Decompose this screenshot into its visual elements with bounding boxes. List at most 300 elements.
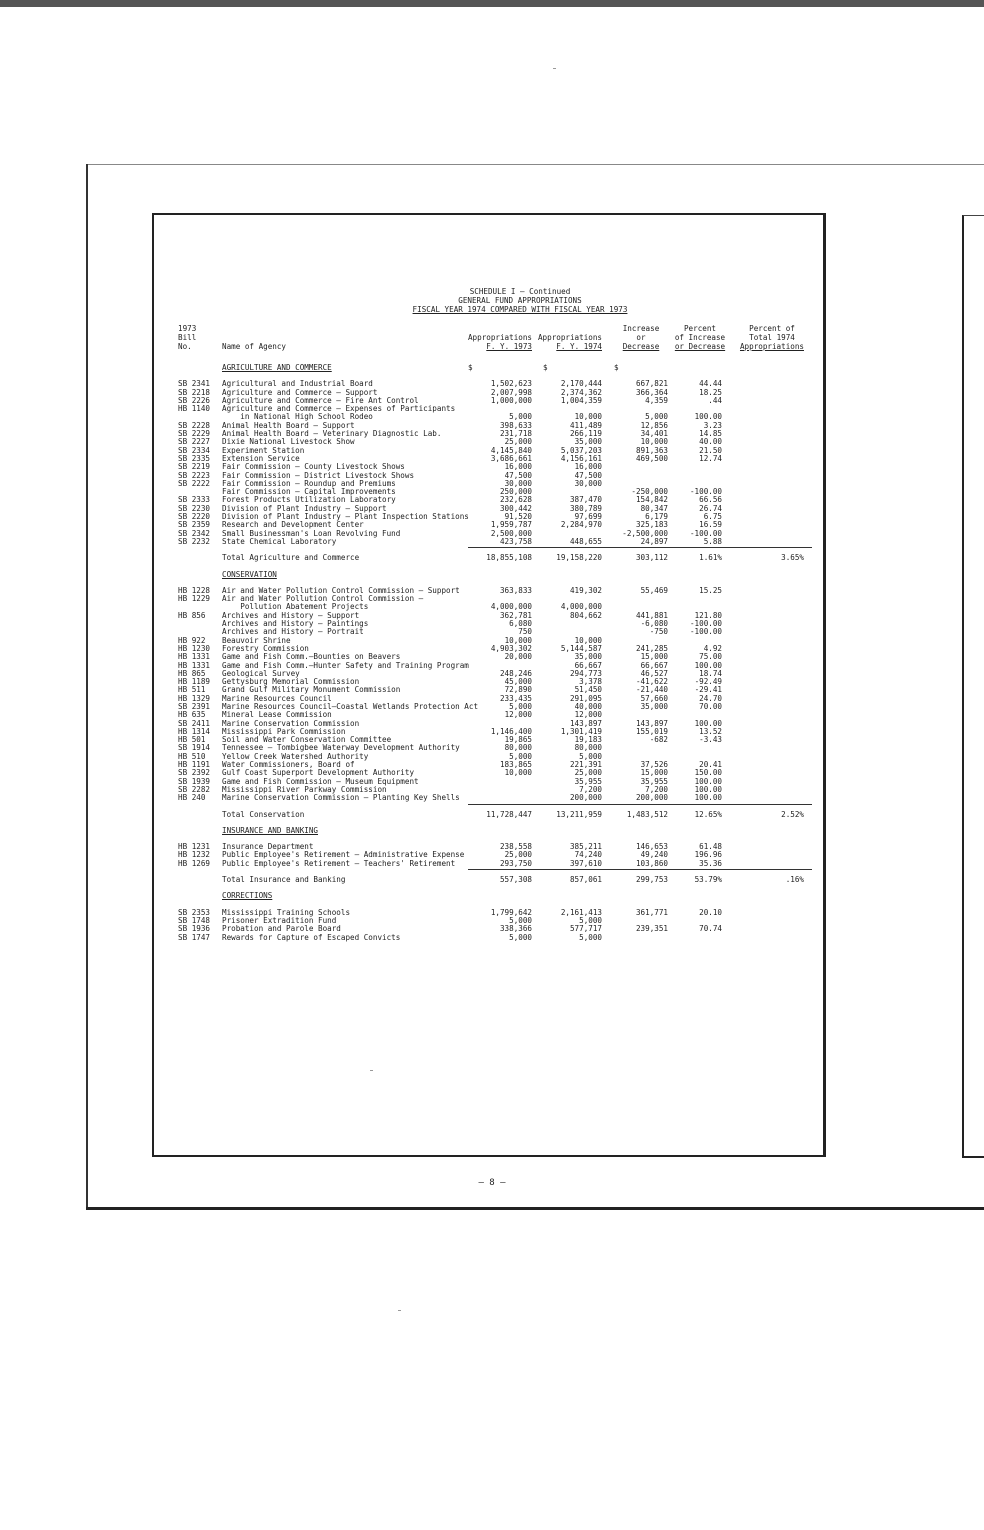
percent-change: 100.00 (694, 784, 722, 794)
bill-number: SB 2222 (178, 478, 211, 488)
total-rule (178, 546, 814, 549)
appropriation-1973: 45,000 (504, 677, 532, 687)
bill-number: SB 2392 (178, 768, 211, 778)
header-bill-number (178, 324, 196, 351)
percent-change: 4.92 (703, 643, 722, 653)
appropriation-1974: 419,302 (569, 585, 602, 595)
percent-change: .44 (708, 395, 722, 405)
page-number: — 8 — (478, 1178, 506, 1188)
increase-decrease: 10,000 (640, 437, 668, 447)
agency-name: Grand Gulf Military Monument Commission (222, 685, 401, 695)
table-row (178, 794, 814, 802)
bill-number: HB 1331 (178, 652, 211, 662)
increase-decrease: 891,363 (635, 445, 668, 455)
section-title-text: CONSERVATION (222, 569, 277, 579)
bill-number: SB 2335 (178, 453, 211, 463)
appropriation-1974: 221,391 (569, 760, 602, 770)
appropriation-1974: 10,000 (574, 412, 602, 422)
increase-decrease: 200,000 (635, 793, 668, 803)
bill-number: HB 922 (178, 635, 206, 645)
agency-name: Archives and History — Paintings (222, 619, 369, 629)
agency-name: Geological Survey (222, 668, 300, 678)
percent-change: 100.00 (694, 660, 722, 670)
appropriation-1974: 5,037,203 (560, 445, 602, 455)
header-percent-of-total (734, 324, 810, 351)
increase-decrease: 46,527 (640, 668, 668, 678)
bill-number: HB 635 (178, 710, 206, 720)
appropriation-1973: 4,000,000 (490, 602, 532, 612)
appropriation-1974: 74,240 (574, 850, 602, 860)
total-rule (178, 868, 814, 871)
increase-decrease: 361,771 (635, 907, 668, 917)
appropriation-1974: 7,200 (579, 784, 602, 794)
increase-decrease: 15,000 (640, 768, 668, 778)
percent-change: 3.23 (703, 420, 722, 430)
table-row (178, 934, 814, 942)
appropriation-1974: 804,662 (569, 610, 602, 620)
appropriation-1974: 2,161,413 (560, 907, 602, 917)
header-pct-line2: of Increase (674, 333, 726, 342)
appropriation-1973: 5,000 (509, 751, 532, 761)
header-percent-change (672, 324, 728, 351)
percent-change: 121.80 (694, 610, 722, 620)
percent-change: 13.52 (699, 726, 722, 736)
table-row (178, 538, 814, 546)
increase-decrease: -6,080 (640, 619, 668, 629)
bill-number: HB 240 (178, 793, 206, 803)
percent-change: 20.41 (699, 760, 722, 770)
schedule-title: SCHEDULE I — Continued (469, 287, 571, 296)
schedule-subtitle: GENERAL FUND APPROPRIATIONS (458, 296, 582, 305)
agency-name: Agriculture and Commerce — Support (222, 387, 378, 397)
appropriation-1973: 183,865 (499, 760, 532, 770)
bill-number: SB 2232 (178, 536, 211, 546)
percent-change: 61.48 (699, 842, 722, 852)
agency-name: Forestry Commission (222, 643, 309, 653)
agency-name: Marine Conservation Commission — Planting Key Shells (222, 793, 460, 803)
agency-name: Game and Fish Comm.—Bounties on Beavers (222, 652, 401, 662)
bill-number: SB 2220 (178, 512, 211, 522)
appropriation-1973: 2,007,998 (490, 387, 532, 397)
appropriation-1974: 30,000 (574, 478, 602, 488)
scan-speck (553, 68, 556, 69)
appropriation-1974: 3,378 (579, 677, 602, 687)
agency-name: Division of Plant Industry — Support (222, 503, 387, 513)
percent-change: 150.00 (694, 768, 722, 778)
percent-change: 66.56 (699, 495, 722, 505)
total-increase-decrease: 303,112 (635, 553, 668, 563)
section-title-text: CORRECTIONS (222, 891, 273, 901)
agency-name: Forest Products Utilization Laboratory (222, 495, 396, 505)
agency-name: Fair Commission — Roundup and Premiums (222, 478, 396, 488)
percent-change: 6.75 (703, 512, 722, 522)
percent-change: 20.10 (699, 907, 722, 917)
increase-decrease: 103,860 (635, 858, 668, 868)
agency-name: Extension Service (222, 453, 300, 463)
increase-decrease: -750 (649, 627, 668, 637)
appropriation-1973: 5,000 (509, 915, 532, 925)
appropriation-1973: 2,500,000 (490, 528, 532, 538)
bill-number: HB 501 (178, 735, 206, 745)
increase-decrease: 12,856 (640, 420, 668, 430)
section-title (178, 364, 814, 372)
appropriations-schedule (178, 287, 814, 942)
appropriation-1974: 1,301,419 (560, 726, 602, 736)
increase-decrease: 4,359 (645, 395, 668, 405)
appropriation-1973: 1,959,787 (490, 520, 532, 530)
total-rule-line (468, 804, 812, 805)
agency-name: Marine Resources Council (222, 693, 332, 703)
agency-name: Mineral Lease Commission (222, 710, 332, 720)
appropriation-1974: 40,000 (574, 701, 602, 711)
appropriation-1973: 363,833 (499, 585, 532, 595)
percent-change: 196.96 (694, 850, 722, 860)
increase-decrease: 55,469 (640, 585, 668, 595)
header-inc-line1: Increase (622, 324, 660, 333)
header-a73-line1: Appropriations (467, 333, 532, 342)
appropriation-1973: 250,000 (499, 487, 532, 497)
bill-number: SB 2359 (178, 520, 211, 530)
appropriation-1974: 266,119 (569, 429, 602, 439)
percent-change: 21.50 (699, 445, 722, 455)
percent-change: 24.70 (699, 693, 722, 703)
increase-decrease: 66,667 (640, 660, 668, 670)
agency-name: Agriculture and Commerce — Fire Ant Control (222, 395, 419, 405)
agency-name: Tennessee — Tombigbee Waterway Development Authority (222, 743, 460, 753)
appropriation-1974: 385,211 (569, 842, 602, 852)
appropriation-1974: 51,450 (574, 685, 602, 695)
appropriation-1973: 1,146,400 (490, 726, 532, 736)
appropriation-1974: 16,000 (574, 462, 602, 472)
appropriation-1974: 2,284,970 (560, 520, 602, 530)
appropriation-1973: 1,799,642 (490, 907, 532, 917)
total-appropriation-1974: 857,061 (569, 875, 602, 885)
agency-name: Soil and Water Conservation Committee (222, 735, 392, 745)
bill-number: HB 1329 (178, 693, 211, 703)
percent-change: 15.25 (699, 585, 722, 595)
increase-decrease: 5,000 (645, 412, 668, 422)
total-increase-decrease: 299,753 (635, 875, 668, 885)
agency-name: Air and Water Pollution Control Commission — (222, 594, 424, 604)
appropriation-1974: 5,000 (579, 932, 602, 942)
appropriation-1973: 398,633 (499, 420, 532, 430)
appropriation-1973: 231,718 (499, 429, 532, 439)
agency-name: Public Employee's Retirement — Teachers' Retirement (222, 858, 456, 868)
outer-page-edge-bottom (86, 1207, 984, 1210)
bill-number: SB 2341 (178, 379, 211, 389)
appropriation-1974: 10,000 (574, 635, 602, 645)
agency-name: Game and Fish Comm.—Hunter Safety and Training Program (222, 660, 469, 670)
percent-change: 40.00 (699, 437, 722, 447)
appropriation-1973: 3,686,661 (490, 453, 532, 463)
percent-change: -100.00 (689, 619, 722, 629)
total-percent-change: 1.61% (699, 553, 722, 563)
appropriation-1973: 750 (518, 627, 532, 637)
appropriation-1973: 91,520 (504, 512, 532, 522)
percent-change: 35.36 (699, 858, 722, 868)
increase-decrease: -2,500,000 (622, 528, 668, 538)
appropriation-1973: 1,502,623 (490, 379, 532, 389)
percent-change: 14.85 (699, 429, 722, 439)
agency-name: State Chemical Laboratory (222, 536, 337, 546)
table-body (178, 364, 814, 942)
increase-decrease: 37,526 (640, 760, 668, 770)
appropriation-1973: 25,000 (504, 437, 532, 447)
header-a74-line2: F. Y. 1974 (556, 342, 602, 351)
total-percent-of-total: 3.65% (781, 553, 804, 563)
outer-page-edge-top (86, 164, 984, 165)
percent-change: 5.88 (703, 536, 722, 546)
agency-name: Fair Commission — District Livestock Shows (222, 470, 415, 480)
bill-number: SB 2230 (178, 503, 211, 513)
appropriation-1974: 35,000 (574, 437, 602, 447)
increase-decrease: 146,653 (635, 842, 668, 852)
increase-decrease: 441,881 (635, 610, 668, 620)
percent-change: 44.44 (699, 379, 722, 389)
agency-name: Small Businessman's Loan Revolving Fund (222, 528, 401, 538)
appropriation-1973: 362,781 (499, 610, 532, 620)
percent-change: 75.00 (699, 652, 722, 662)
percent-change: -29.41 (694, 685, 722, 695)
increase-decrease: 366,364 (635, 387, 668, 397)
appropriation-1973: 5,000 (509, 412, 532, 422)
agency-name: in National High School Rodeo (222, 412, 373, 422)
currency-a74: $ (543, 363, 548, 372)
outer-page-edge-left (86, 164, 88, 1209)
appropriation-1974: 5,000 (579, 751, 602, 761)
appropriation-1973: 10,000 (504, 635, 532, 645)
total-row (178, 811, 814, 819)
bill-number: SB 1936 (178, 924, 211, 934)
agency-name: Game and Fish Commission — Museum Equipment (222, 776, 419, 786)
appropriation-1974: 5,000 (579, 915, 602, 925)
percent-change: 12.74 (699, 453, 722, 463)
appropriation-1974: 47,500 (574, 470, 602, 480)
schedule-titles (226, 287, 814, 314)
bill-number: SB 1747 (178, 932, 211, 942)
appropriation-1974: 5,144,587 (560, 643, 602, 653)
appropriation-1973: 6,080 (509, 619, 532, 629)
increase-decrease: -21,440 (635, 685, 668, 695)
bill-number: HB 856 (178, 610, 206, 620)
percent-change: 100.00 (694, 776, 722, 786)
agency-name: Marine Resources Council—Coastal Wetlands Protection Act (222, 701, 479, 711)
agency-name: Archives and History — Support (222, 610, 360, 620)
appropriation-1974: 12,000 (574, 710, 602, 720)
total-percent-change: 12.65% (694, 809, 722, 819)
header-bill-line2: Bill (178, 333, 197, 342)
appropriation-1974: 35,955 (574, 776, 602, 786)
currency-inc: $ (614, 363, 619, 372)
bill-number: SB 2228 (178, 420, 211, 430)
agency-name: Mississippi Training Schools (222, 907, 351, 917)
bill-number: HB 1191 (178, 760, 211, 770)
agency-name: Water Commissioners, Board of (222, 760, 355, 770)
increase-decrease: 667,821 (635, 379, 668, 389)
total-label: Total Conservation (222, 809, 305, 819)
agency-name: Public Employee's Retirement — Administrative Expense (222, 850, 465, 860)
bill-number: SB 2229 (178, 429, 211, 439)
bill-number: HB 1140 (178, 404, 211, 414)
header-a73-line2: F. Y. 1973 (486, 342, 532, 351)
header-inc-line3: Decrease (622, 342, 660, 351)
agency-name: Animal Health Board — Veterinary Diagnostic Lab. (222, 429, 442, 439)
increase-decrease: 143,897 (635, 718, 668, 728)
appropriation-1974: 291,095 (569, 693, 602, 703)
agency-name: Archives and History — Portrait (222, 627, 364, 637)
percent-change: 70.74 (699, 924, 722, 934)
appropriation-1973: 300,442 (499, 503, 532, 513)
total-percent-of-total: .16% (785, 875, 804, 885)
increase-decrease: 35,000 (640, 701, 668, 711)
bill-number: HB 511 (178, 685, 206, 695)
increase-decrease: 34,401 (640, 429, 668, 439)
agency-name: Experiment Station (222, 445, 305, 455)
total-percent-change: 53.79% (694, 875, 722, 885)
appropriation-1974: 397,610 (569, 858, 602, 868)
appropriation-1974: 35,000 (574, 652, 602, 662)
agency-name: Fair Commission — County Livestock Shows (222, 462, 405, 472)
bill-number: SB 1914 (178, 743, 211, 753)
bill-number: SB 2282 (178, 784, 211, 794)
section-title (178, 827, 814, 835)
appropriation-1974: 4,000,000 (560, 602, 602, 612)
appropriation-1973: 80,000 (504, 743, 532, 753)
increase-decrease: -41,622 (635, 677, 668, 687)
agency-name: Dixie National Livestock Show (222, 437, 355, 447)
appropriation-1973: 5,000 (509, 932, 532, 942)
agency-name: Agriculture and Commerce — Expenses of Participants (222, 404, 456, 414)
total-row (178, 554, 814, 562)
percent-change: 18.25 (699, 387, 722, 397)
percent-change: -100.00 (689, 627, 722, 637)
currency-a73: $ (468, 363, 473, 372)
increase-decrease: 24,897 (640, 536, 668, 546)
table-header (178, 324, 814, 364)
agency-name: Air and Water Pollution Control Commission — Support (222, 585, 460, 595)
appropriation-1974: 577,717 (569, 924, 602, 934)
header-inc-line2: or (636, 333, 646, 342)
total-percent-of-total: 2.52% (781, 809, 804, 819)
percent-change: 18.74 (699, 668, 722, 678)
bill-number: SB 2226 (178, 395, 211, 405)
agency-name: Insurance Department (222, 842, 314, 852)
header-agency-name: Name of Agency (222, 342, 287, 351)
header-appropriations-1973 (460, 333, 532, 351)
appropriation-1974: 411,489 (569, 420, 602, 430)
bill-number: HB 1189 (178, 677, 211, 687)
appropriation-1973: 232,628 (499, 495, 532, 505)
agency-name: Gettysburg Memorial Commission (222, 677, 360, 687)
table-row (178, 860, 814, 868)
appropriation-1974: 200,000 (569, 793, 602, 803)
increase-decrease: 7,200 (645, 784, 668, 794)
appropriation-1974: 97,699 (574, 512, 602, 522)
bill-number: SB 1939 (178, 776, 211, 786)
appropriation-1973: 423,758 (499, 536, 532, 546)
appropriation-1973: 47,500 (504, 470, 532, 480)
agency-name: Mississippi Park Commission (222, 726, 346, 736)
appropriation-1974: 380,789 (569, 503, 602, 513)
appropriation-1974: 80,000 (574, 743, 602, 753)
header-appropriations-1974 (530, 333, 602, 351)
appropriation-1974: 387,470 (569, 495, 602, 505)
appropriation-1973: 1,000,000 (490, 395, 532, 405)
bill-number: HB 1331 (178, 660, 211, 670)
adjacent-page-edge (962, 215, 984, 1158)
appropriation-1973: 4,145,840 (490, 445, 532, 455)
total-label: Total Insurance and Banking (222, 875, 346, 885)
agency-name: Marine Conservation Commission (222, 718, 360, 728)
header-bill-line1: 1973 (178, 324, 197, 333)
appropriation-1974: 1,004,359 (560, 395, 602, 405)
scan-speck (370, 1070, 373, 1071)
bill-number: SB 2218 (178, 387, 211, 397)
total-row (178, 876, 814, 884)
header-tot-line3: Appropriations (739, 342, 804, 351)
document-page (152, 213, 826, 1157)
appropriation-1974: 19,183 (574, 735, 602, 745)
appropriation-1973: 12,000 (504, 710, 532, 720)
increase-decrease: 325,183 (635, 520, 668, 530)
increase-decrease: 35,955 (640, 776, 668, 786)
bill-number: HB 1228 (178, 585, 211, 595)
appropriation-1973: 233,435 (499, 693, 532, 703)
increase-decrease: 49,240 (640, 850, 668, 860)
appropriation-1974: 2,170,444 (560, 379, 602, 389)
percent-change: 16.59 (699, 520, 722, 530)
section-title (178, 571, 814, 579)
agency-name: Gulf Coast Superport Development Authority (222, 768, 415, 778)
section-title-text: INSURANCE AND BANKING (222, 825, 319, 835)
total-appropriation-1973: 557,308 (499, 875, 532, 885)
scan-border-top (0, 0, 984, 7)
percent-change: -100.00 (689, 487, 722, 497)
increase-decrease: 57,660 (640, 693, 668, 703)
appropriation-1973: 293,750 (499, 858, 532, 868)
appropriation-1973: 25,000 (504, 850, 532, 860)
header-pct-line3: or Decrease (674, 342, 726, 351)
total-increase-decrease: 1,483,512 (626, 809, 668, 819)
increase-decrease: 15,000 (640, 652, 668, 662)
bill-number: SB 2334 (178, 445, 211, 455)
bill-number: SB 2219 (178, 462, 211, 472)
percent-change: 100.00 (694, 412, 722, 422)
appropriation-1973: 30,000 (504, 478, 532, 488)
percent-change: -100.00 (689, 528, 722, 538)
total-rule-line (468, 869, 812, 870)
agency-name: Research and Development Center (222, 520, 364, 530)
total-appropriation-1973: 11,728,447 (486, 809, 532, 819)
agency-name: Fair Commission — Capital Improvements (222, 487, 396, 497)
percent-change: 100.00 (694, 718, 722, 728)
total-appropriation-1973: 18,855,108 (486, 553, 532, 563)
increase-decrease: 154,842 (635, 495, 668, 505)
percent-change: 100.00 (694, 793, 722, 803)
appropriation-1973: 16,000 (504, 462, 532, 472)
appropriation-1973: 248,246 (499, 668, 532, 678)
bill-number: SB 1748 (178, 915, 211, 925)
appropriation-1974: 448,655 (569, 536, 602, 546)
header-pct-line1: Percent (683, 324, 716, 333)
percent-change: 70.00 (699, 701, 722, 711)
bill-number: HB 1314 (178, 726, 211, 736)
section-title (178, 892, 814, 900)
agency-name: Yellow Creek Watershed Authority (222, 751, 369, 761)
appropriation-1974: 2,374,362 (560, 387, 602, 397)
total-rule-line (468, 547, 812, 548)
agency-name: Animal Health Board — Support (222, 420, 355, 430)
